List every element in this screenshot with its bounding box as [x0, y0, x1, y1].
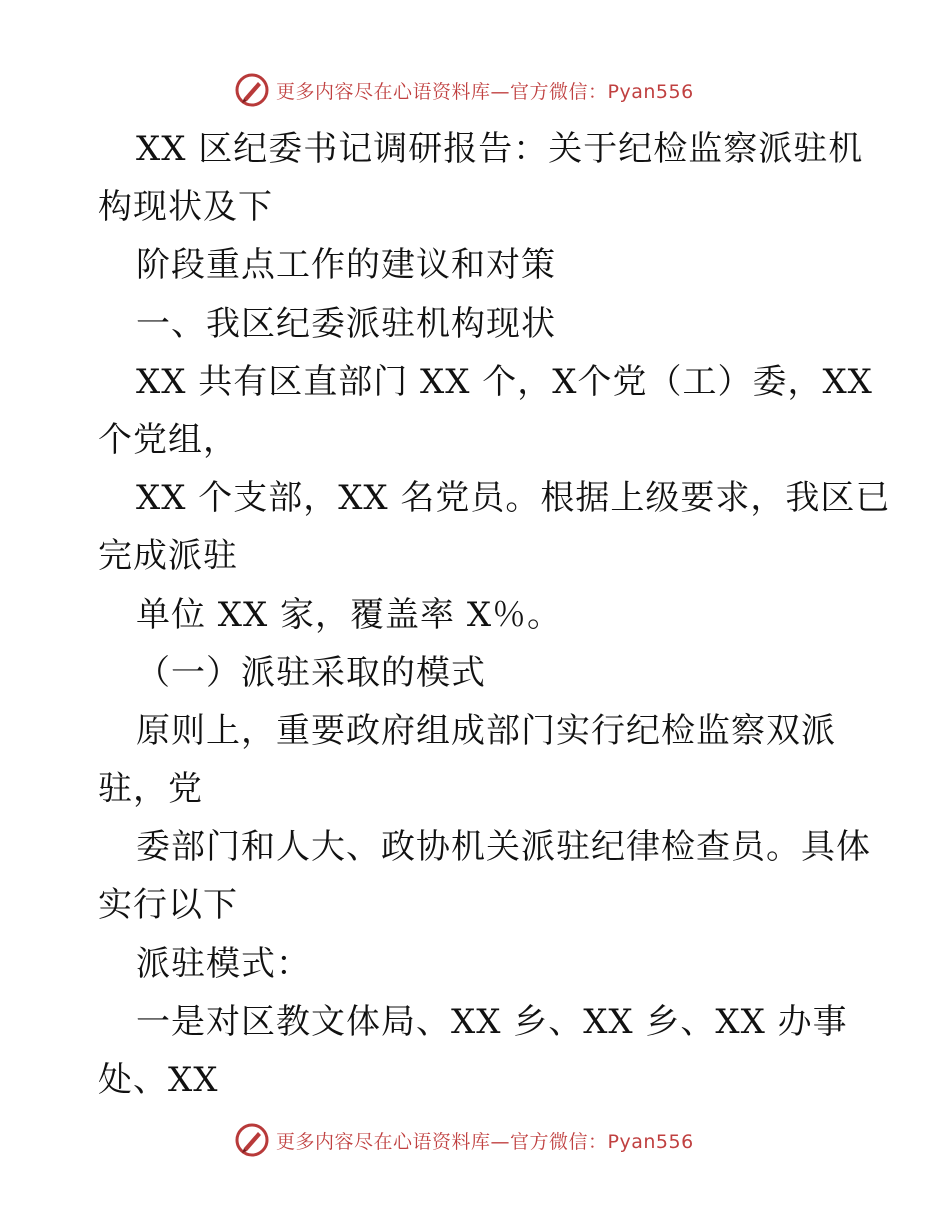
- text-line: 实行以下: [98, 885, 238, 926]
- text-line: 处、XX: [98, 1060, 219, 1100]
- text-line: XX 共有区直部门 XX 个，X个党（工）委，XX: [136, 361, 873, 402]
- text-line: 一是对区教文体局、XX 乡、XX 乡、XX 办事: [136, 1001, 848, 1042]
- text-line: 派驻模式：: [136, 943, 311, 984]
- text-line: 委部门和人大、政协机关派驻纪律检查员。具体: [136, 827, 871, 868]
- text-line: XX 个支部，XX 名党员。根据上级要求，我区已: [136, 478, 891, 519]
- section-heading: 一、我区纪委派驻机构现状: [136, 303, 556, 344]
- watermark-banner-bottom: [234, 1120, 754, 1160]
- subsection-heading: （一）派驻采取的模式: [136, 652, 486, 693]
- text-line: 个党组，: [98, 419, 238, 460]
- watermark-text: 更多内容尽在心语资料库—官方微信：Pyan556: [276, 80, 694, 103]
- text-line: 阶段重点工作的建议和对策: [136, 245, 556, 286]
- text-line: 原则上，重要政府组成部门实行纪检监察双派: [136, 710, 836, 751]
- text-line: XX 区纪委书记调研报告：关于纪检监察派驻机: [136, 129, 864, 169]
- pen-logo-icon: [234, 72, 270, 108]
- text-line: 构现状及下: [98, 187, 273, 228]
- watermark-text: 更多内容尽在心语资料库—官方微信：Pyan556: [276, 1130, 694, 1153]
- watermark-banner-top: [234, 70, 754, 110]
- text-line: 完成派驻: [98, 536, 238, 577]
- text-line: 驻，党: [98, 769, 203, 810]
- document-body: [98, 120, 891, 1109]
- pen-logo-icon: [234, 1122, 270, 1158]
- text-line: 单位 XX 家，覆盖率 X％。: [136, 594, 563, 635]
